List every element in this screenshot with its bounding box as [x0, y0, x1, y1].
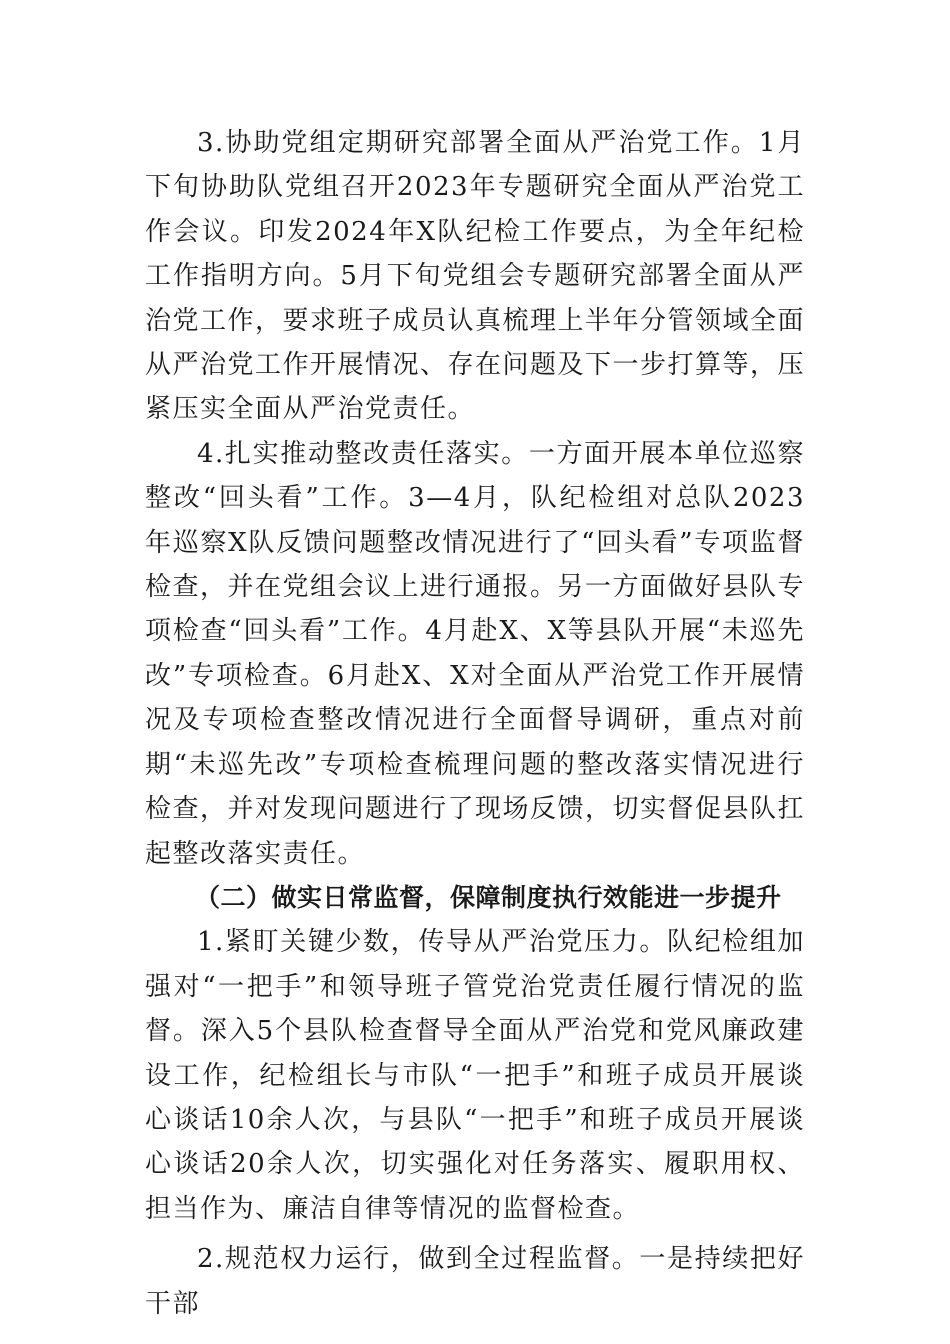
paragraph-2: 2.规范权力运行，做到全过程监督。一是持续把好干部: [145, 1244, 805, 1319]
paragraph-1: 1.紧盯关键少数，传导从严治党压力。队纪检组加强对“一把手”和领导班子管党治党责任履行情况的监督。深入5个县队检查督导全面从严治党和党风廉政建设工作，纪检组长与市队“一把手”和班子成员开展谈心谈话10余人次，与县队“一把手”和班子成员开展谈心谈话20余人次，切实强化对任务落实、履职用权、担当作为、廉洁自律等情况的监督检查。: [145, 927, 805, 1224]
section-heading: （二）做实日常监督，保障制度执行效能进一步提升: [195, 882, 782, 912]
document-body: [145, 121, 805, 1326]
paragraph-4: 4.扎实推动整改责任落实。一方面开展本单位巡察整改“回头看”工作。3—4月，队纪检组对总队2023年巡察X队反馈问题整改情况进行了“回头看”专项监督检查，并在党组会议上进行通报。另一方面做好县队专项检查“回头看”工作。4月赴X、X等县队开展“未巡先改”专项检查。6月赴X、X对全面从严治党工作开展情况及专项检查整改情况进行全面督导调研，重点对前期“未巡先改”专项检查梳理问题的整改落实情况进行检查，并对发现问题进行了现场反馈，切实督促县队扛起整改落实责任。: [145, 438, 806, 869]
paragraph-3: 3.协助党组定期研究部署全面从严治党工作。1月下旬协助队党组召开2023年专题研究全面从严治党工作会议。印发2024年X队纪检工作要点，为全年纪检工作指明方向。5月下旬党组会专题研究部署全面从严治党工作，要求班子成员认真梳理上半年分管领域全面从严治党工作开展情况、存在问题及下一步打算等，压紧压实全面从严治党责任。: [145, 128, 806, 425]
